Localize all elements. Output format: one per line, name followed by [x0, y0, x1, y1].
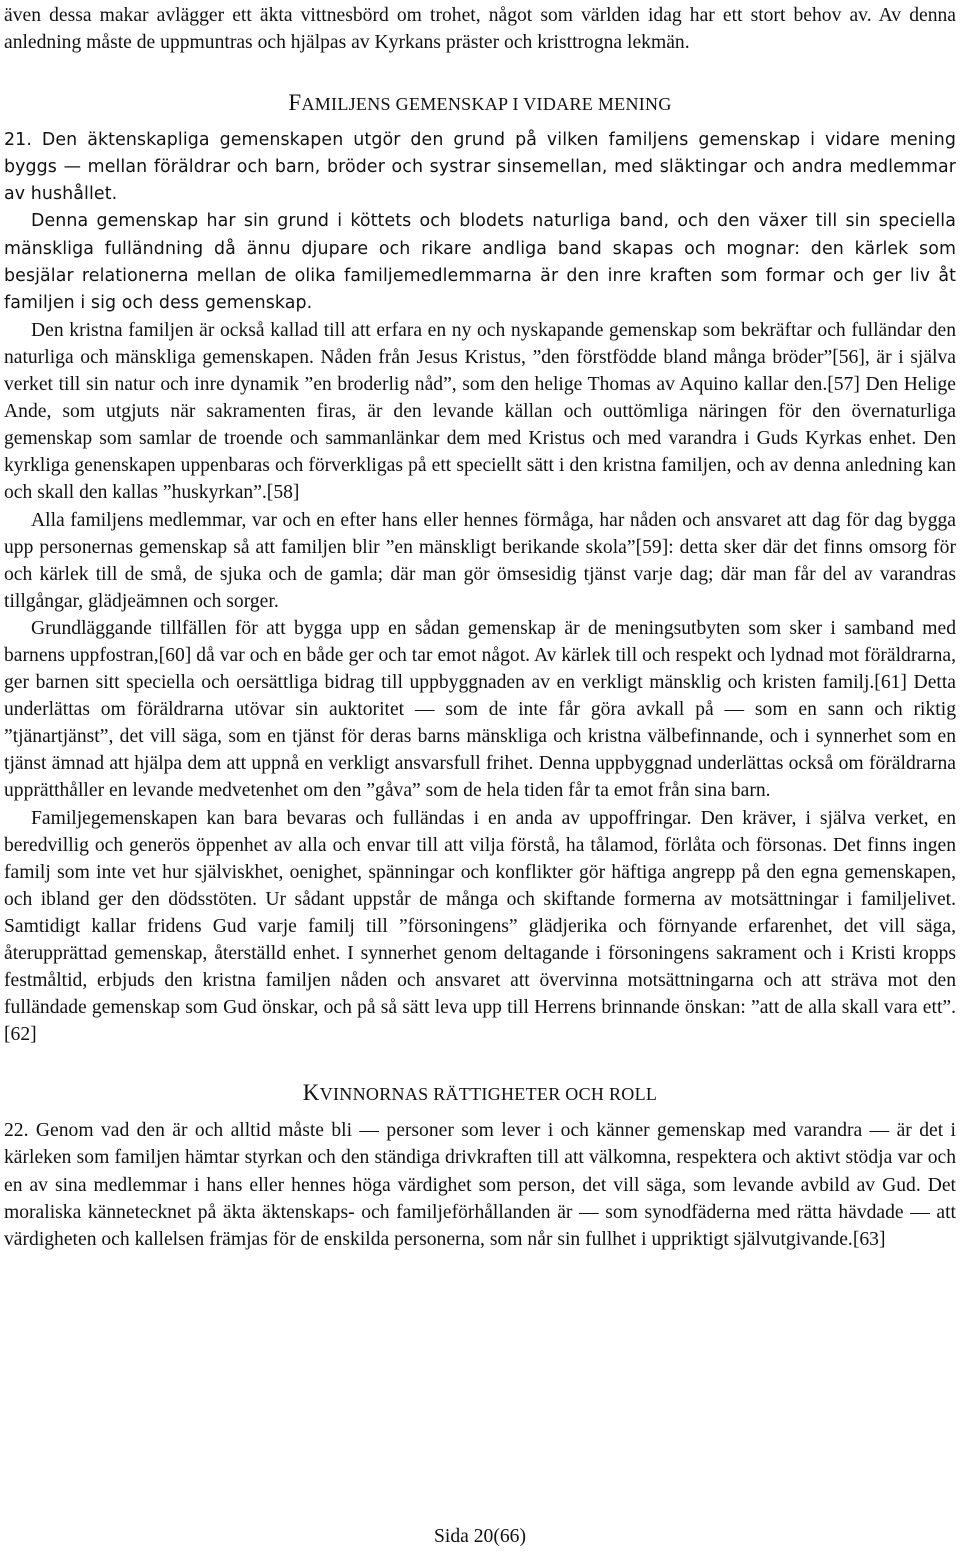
paragraph-familjegemenskapen: Familjegemenskapen kan bara bevaras och fulländas i en anda av uppoffringar. Den kräver, i själva verket, en beredvillig och generös öppenhet av alla och envar till att vilja förstå, ha tålamod, förlåta och försonas. Det finns ingen familj som inte vet hur själviskhet, oenighet, spänningar och konflikter gör häftiga angrepp på den egna gemenskapen, och ibland ger den dödsstöten. Ur sådant uppstår de många och skiftande formerna av motsättningar i familjelivet. Samtidigt kallar fridens Gud varje familj till ”försoningens” glädjerika och förnyande erfarenhet, det vill säga, återupprättad gemenskap, återställd enhet. I synnerhet genom deltagande i försoningens sakrament och i Kristi kropps festmåltid, erbjuds den kristna familjen nåden och ansvaret att övervinna motsättningarna och att sträva mot den fulländade gemenskap som Gud önskar, och på så sätt leva upp till Herrens brinnande önskan: ”att de alla skall vara ett”.[62]: [4, 807, 956, 1046]
page-number: Sida 20(66): [434, 1526, 526, 1547]
heading-initial: F: [288, 90, 302, 116]
paragraph-alla-medlemmar: Alla familjens medlemmar, var och en efter hans eller hennes förmåga, har nåden och ansvaret att dag för dag bygga upp personernas gemenskap så att familjen blir ”en mänskligt berikande skola”[59]: detta sker där det finns omsorg för och kärlek till de små, de sjuka och de gamla; där man gör ömsesidig tjänst varje dag; där man får del av varandras tillgångar, glädjeämnen och sorger.: [4, 509, 956, 612]
paragraph-denna-gemenskap: Denna gemenskap har sin grund i köttets och blodets naturliga band, och den växer till sin speciella mänskliga fulländning då ännu djupare och rikare andliga band skapas och mognar: den kärlek som besjälar relationerna mellan de olika familjemedlemmarna är den inre kraften som formar och ger liv åt familjen i sig och dess gemenskap.: [4, 211, 956, 313]
intro-paragraph: även dessa makar avlägger ett äkta vittnesbörd om trohet, något som världen idag har ett stort behov av. Av denna anledning måste de uppmuntras och hjälpas av Kyrkans präster och kristtrogna lekmän.: [4, 5, 956, 54]
heading-rest: AMILJENS GEMENSKAP I VIDARE MENING: [301, 94, 672, 115]
paragraph-grundlaggande: Grundläggande tillfällen för att bygga upp en sådan gemenskap är de meningsutbyten som sker i samband med barnens uppfostran,[60] då var och en både ger och tar emot något. Av kärlek till och respekt och lydnad mot föräldrarna, ger barnen sitt speciella och oersättliga bidrag till uppbyggnaden av en verkligt mänsklig och kristen familj.[61] Detta underlättas om föräldrarna utövar sin auktoritet — som de inte får göra avkall på — som en sann och riktig ”tjänartjänst”, det vill säga, som en tjänst för deras barns mänskliga och kristna välbefinnande, och i synnerhet som en tjänst ämnad att hjälpa dem att uppnå en verkligt ansvarsfull frihet. Denna uppbyggnad underlättas också om föräldrarna upprätthåller en levande medvetenhet om den ”gåva” som de hela tiden får ta emot från sina barn.: [4, 617, 956, 802]
paragraph-21: 21. Den äktenskapliga gemenskapen utgör den grund på vilken familjens gemenskap i vidare mening byggs — mellan föräldrar och barn, bröder och systrar sinsemellan, med släktingar och andra medlemmar av hushållet.: [4, 130, 956, 205]
section-heading-familjens-gemenskap: [4, 88, 956, 119]
section-heading-kvinnornas-rattigheter: [4, 1078, 956, 1109]
heading-initial: K: [302, 1080, 320, 1106]
paragraph-kristna-familjen: Den kristna familjen är också kallad till att erfara en ny och nyskapande gemenskap som bekräftar och fulländar den naturliga och mänskliga gemenskapen. Nåden från Jesus Kristus, ”den förstfödde bland många bröder”[56], är i själva verket till sin natur och inre dynamik ”en broderlig nåd”, som den helige Thomas av Aquino kallar den.[57] Den Helige Ande, som utgjuts när sakramenten firas, är den levande källan och outtömliga näringen för den övernaturliga gemenskap som samlar de troende och sammanlänkar dem med Kristus och med varandra i Guds Kyrkas enhet. Den kyrkliga genenskapen uppenbaras och förverkligas på ett speciellt sätt i den kristna familjen, och av denna anledning kan och skall den kallas ”huskyrkan”.[58]: [4, 319, 956, 504]
paragraph-22: 22. Genom vad den är och alltid måste bli — personer som lever i och känner gemenskap med varandra — är det i kärleken som familjen hämtar styrkan och den ständiga drivkraften till att välkomna, respektera och aktivt stödja var och en av sina medlemmar i hans eller hennes höga värdighet som person, det vill säga, som levande avbild av Gud. Det moraliska kännetecknet på äkta äktenskaps- och familjeförhållanden är — som synodfäderna med rätta hävdade — att värdigheten och kallelsen främjas för de enskilda personerna, som når sin fullhet i uppriktigt självutgivande.[63]: [4, 1120, 956, 1250]
heading-rest: VINNORNAS RÄTTIGHETER OCH ROLL: [319, 1084, 658, 1105]
